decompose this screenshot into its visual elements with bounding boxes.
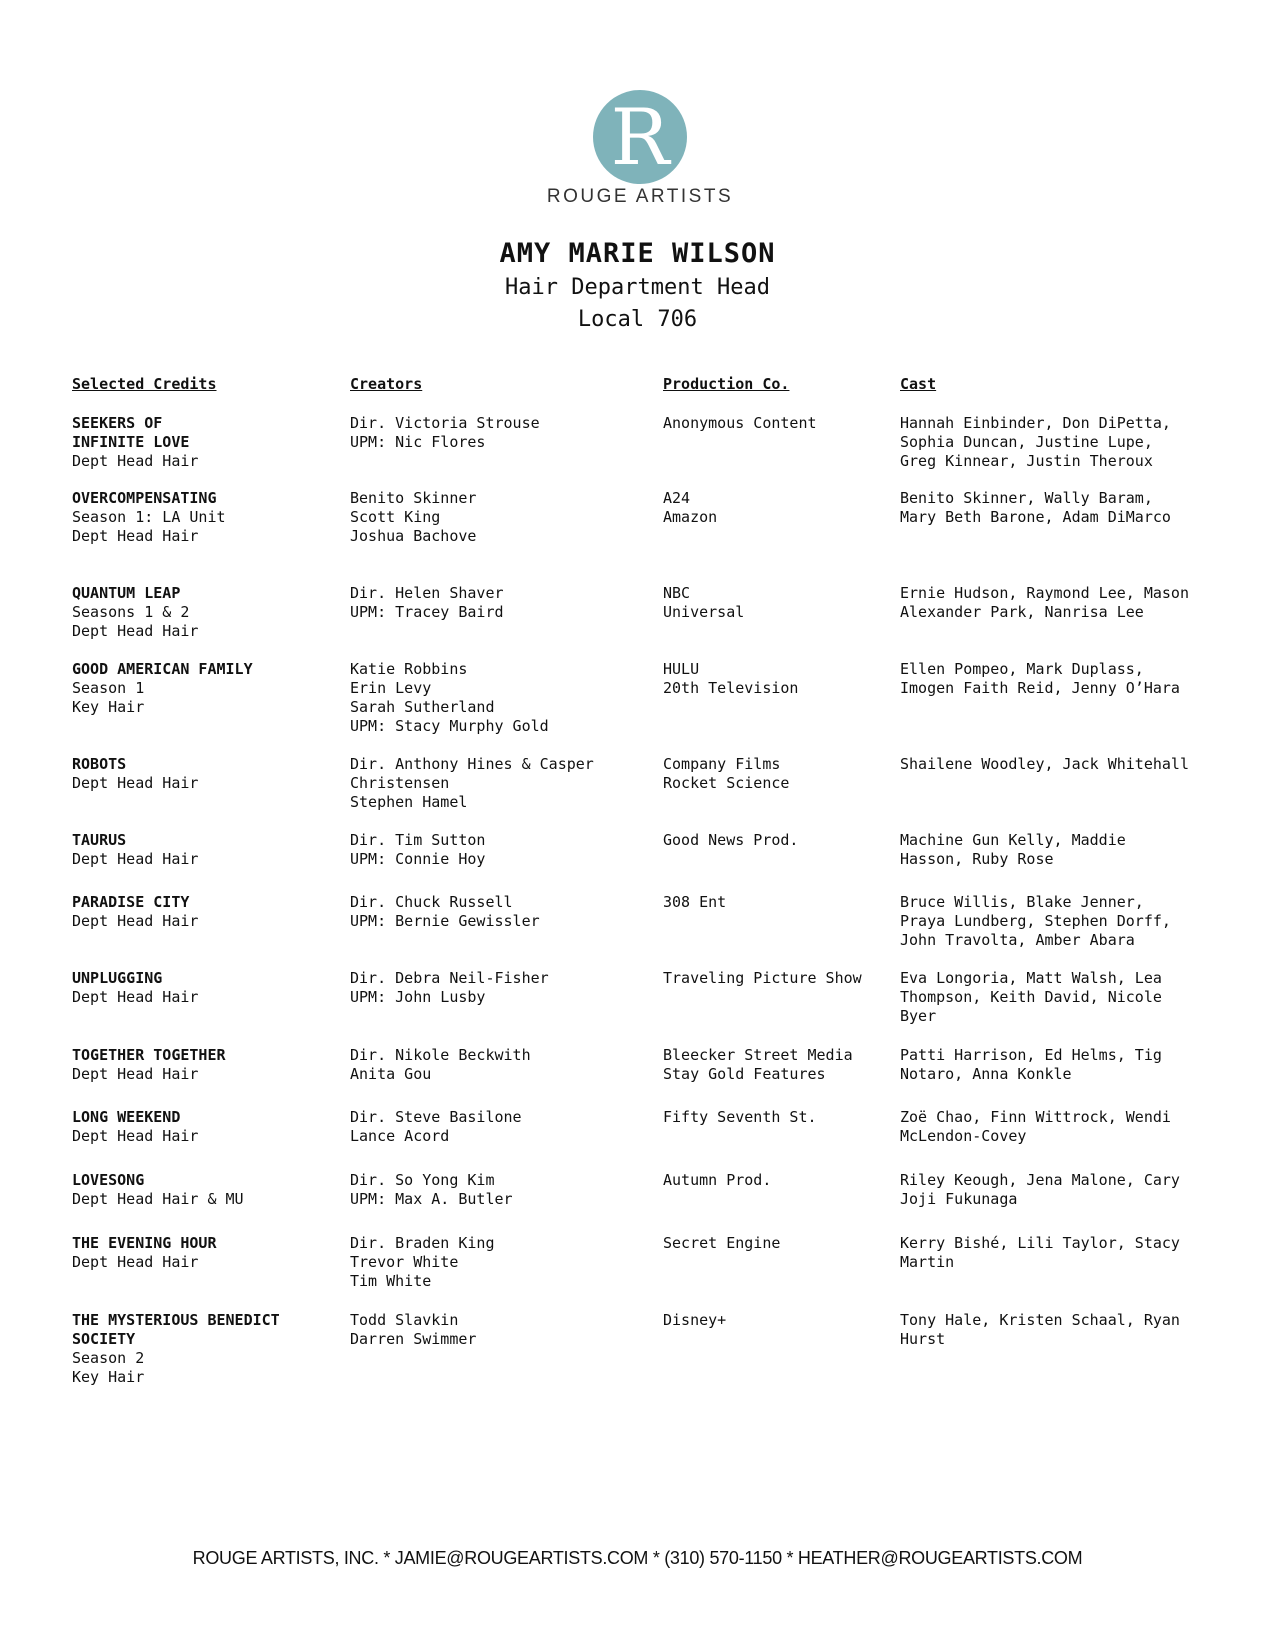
- cast-line: Bruce Willis, Blake Jenner,: [900, 893, 1144, 911]
- credit-title: TOGETHER TOGETHER: [72, 1046, 226, 1064]
- production-cell: [663, 831, 900, 869]
- production-cell: [663, 893, 900, 950]
- production-line: HULU: [663, 660, 700, 678]
- person-name: AMY MARIE WILSON: [499, 238, 776, 269]
- cast-cell: [900, 584, 1212, 641]
- credit-row: [72, 660, 1212, 736]
- creator-line: Dir. Chuck Russell: [350, 893, 513, 911]
- credit-detail: Key Hair: [72, 1368, 145, 1386]
- credit-title-cell: [72, 584, 350, 641]
- creators-cell: [350, 1234, 663, 1291]
- credit-detail: Dept Head Hair: [72, 1253, 199, 1271]
- production-line: Rocket Science: [663, 774, 790, 792]
- creators-cell: [350, 489, 663, 546]
- credit-row: [72, 969, 1212, 1026]
- cast-cell: [900, 1108, 1212, 1146]
- credit-title: THE EVENING HOUR: [72, 1234, 217, 1252]
- production-line: Secret Engine: [663, 1234, 781, 1252]
- creator-line: Benito Skinner: [350, 489, 477, 507]
- cast-line: Patti Harrison, Ed Helms, Tig: [900, 1046, 1162, 1064]
- credit-title: ROBOTS: [72, 755, 127, 773]
- creator-line: Dir. Steve Basilone: [350, 1108, 522, 1126]
- cast-line: Alexander Park, Nanrisa Lee: [900, 603, 1144, 621]
- cast-cell: [900, 1234, 1212, 1291]
- cast-line: Mary Beth Barone, Adam DiMarco: [900, 508, 1171, 526]
- credit-row: [72, 831, 1212, 869]
- production-cell: [663, 1171, 900, 1209]
- creator-line: UPM: Bernie Gewissler: [350, 912, 540, 930]
- creator-line: UPM: Tracey Baird: [350, 603, 504, 621]
- credit-title: TAURUS: [72, 831, 127, 849]
- credit-title-cell: [72, 831, 350, 869]
- creator-line: Dir. So Yong Kim: [350, 1171, 495, 1189]
- creator-line: Dir. Helen Shaver: [350, 584, 504, 602]
- creators-cell: [350, 660, 663, 736]
- credit-title: THE MYSTERIOUS BENEDICT: [72, 1311, 280, 1329]
- credit-title: LOVESONG: [72, 1171, 145, 1189]
- credit-row: [72, 1234, 1212, 1291]
- production-line: 308 Ent: [663, 893, 727, 911]
- credit-detail: Season 1: [72, 679, 145, 697]
- production-line: Bleecker Street Media: [663, 1046, 853, 1064]
- creator-line: Christensen: [350, 774, 450, 792]
- creators-cell: [350, 1108, 663, 1146]
- column-header-credits: Selected Credits: [72, 375, 217, 393]
- creator-line: Dir. Nikole Beckwith: [350, 1046, 531, 1064]
- cast-cell: [900, 831, 1212, 869]
- credit-row: [72, 755, 1212, 812]
- credit-detail: Key Hair: [72, 698, 145, 716]
- cast-line: Joji Fukunaga: [900, 1190, 1018, 1208]
- cast-line: Notaro, Anna Konkle: [900, 1065, 1072, 1083]
- credits-table: [72, 375, 1212, 1387]
- credit-row: [72, 893, 1212, 950]
- credit-detail: Dept Head Hair: [72, 988, 199, 1006]
- credit-row: [72, 414, 1212, 471]
- column-header-production: Production Co.: [663, 375, 790, 393]
- resume-header: [0, 236, 1275, 336]
- creator-line: Erin Levy: [350, 679, 432, 697]
- creator-line: UPM: John Lusby: [350, 988, 486, 1006]
- cast-line: Thompson, Keith David, Nicole: [900, 988, 1162, 1006]
- credit-title: SOCIETY: [72, 1330, 136, 1348]
- cast-line: Tony Hale, Kristen Schaal, Ryan: [900, 1311, 1180, 1329]
- production-cell: [663, 1046, 900, 1084]
- logo-mark: [593, 90, 687, 184]
- cast-line: Imogen Faith Reid, Jenny O’Hara: [900, 679, 1180, 697]
- production-line: A24: [663, 489, 691, 507]
- column-header-creators: Creators: [350, 375, 423, 393]
- creators-cell: [350, 1311, 663, 1387]
- cast-cell: [900, 489, 1212, 546]
- production-line: Autumn Prod.: [663, 1171, 772, 1189]
- cast-line: Ellen Pompeo, Mark Duplass,: [900, 660, 1144, 678]
- credit-row: [72, 489, 1212, 546]
- credit-title-cell: [72, 1171, 350, 1209]
- cast-line: Byer: [900, 1007, 937, 1025]
- production-cell: [663, 755, 900, 812]
- creators-cell: [350, 414, 663, 471]
- cast-cell: [900, 414, 1212, 471]
- creators-cell: [350, 1171, 663, 1209]
- cast-cell: [900, 969, 1212, 1026]
- production-line: Company Films: [663, 755, 781, 773]
- creator-line: UPM: Stacy Murphy Gold: [350, 717, 549, 735]
- creator-line: Sarah Sutherland: [350, 698, 495, 716]
- creator-line: Todd Slavkin: [350, 1311, 459, 1329]
- credits-header-row: [72, 375, 1212, 394]
- credit-detail: Dept Head Hair: [72, 1065, 199, 1083]
- cast-cell: [900, 1171, 1212, 1209]
- production-line: NBC: [663, 584, 691, 602]
- creator-line: UPM: Nic Flores: [350, 433, 486, 451]
- creator-line: UPM: Connie Hoy: [350, 850, 486, 868]
- creator-line: Anita Gou: [350, 1065, 432, 1083]
- production-line: Amazon: [663, 508, 718, 526]
- credit-row: [72, 1311, 1212, 1387]
- creators-cell: [350, 1046, 663, 1084]
- cast-line: Riley Keough, Jena Malone, Cary: [900, 1171, 1180, 1189]
- credit-title: GOOD AMERICAN FAMILY: [72, 660, 253, 678]
- cast-cell: [900, 893, 1212, 950]
- credit-title-cell: [72, 660, 350, 736]
- credit-title-cell: [72, 414, 350, 471]
- production-cell: [663, 1311, 900, 1387]
- credit-title: UNPLUGGING: [72, 969, 163, 987]
- credit-detail: Dept Head Hair: [72, 452, 199, 470]
- cast-line: Martin: [900, 1253, 955, 1271]
- creators-cell: [350, 584, 663, 641]
- cast-line: Sophia Duncan, Justine Lupe,: [900, 433, 1153, 451]
- credit-title-cell: [72, 1311, 350, 1387]
- cast-line: Praya Lundberg, Stephen Dorff,: [900, 912, 1171, 930]
- creator-line: Dir. Victoria Strouse: [350, 414, 540, 432]
- union-local: Local 706: [577, 307, 698, 332]
- credit-title: PARADISE CITY: [72, 893, 190, 911]
- rouge-artists-logo: [545, 90, 735, 208]
- creator-line: Dir. Tim Sutton: [350, 831, 486, 849]
- cast-line: Shailene Woodley, Jack Whitehall: [900, 755, 1189, 773]
- credit-title: QUANTUM LEAP: [72, 584, 181, 602]
- credit-title-cell: [72, 755, 350, 812]
- cast-line: McLendon-Covey: [900, 1127, 1027, 1145]
- cast-line: Kerry Bishé, Lili Taylor, Stacy: [900, 1234, 1180, 1252]
- credit-detail: Season 1: LA Unit: [72, 508, 226, 526]
- production-cell: [663, 969, 900, 1026]
- credit-detail: Dept Head Hair: [72, 527, 199, 545]
- logo-letter: R: [610, 93, 670, 183]
- creator-line: Tim White: [350, 1272, 432, 1290]
- production-line: Fifty Seventh St.: [663, 1108, 817, 1126]
- job-title: Hair Department Head: [505, 275, 770, 300]
- credit-detail: Dept Head Hair: [72, 622, 199, 640]
- creators-cell: [350, 893, 663, 950]
- production-cell: [663, 584, 900, 641]
- creator-line: Dir. Anthony Hines & Casper: [350, 755, 594, 773]
- production-line: Universal: [663, 603, 745, 621]
- column-header-cast: Cast: [900, 375, 937, 393]
- credit-detail: Dept Head Hair: [72, 774, 199, 792]
- credit-title-cell: [72, 969, 350, 1026]
- production-line: 20th Television: [663, 679, 799, 697]
- creator-line: Darren Swimmer: [350, 1330, 477, 1348]
- production-line: Traveling Picture Show: [663, 969, 862, 987]
- creators-cell: [350, 831, 663, 869]
- credit-detail: Dept Head Hair: [72, 912, 199, 930]
- credit-row: [72, 1108, 1212, 1146]
- cast-cell: [900, 660, 1212, 736]
- cast-line: Eva Longoria, Matt Walsh, Lea: [900, 969, 1162, 987]
- cast-line: Hannah Einbinder, Don DiPetta,: [900, 414, 1171, 432]
- creators-cell: [350, 969, 663, 1026]
- production-cell: [663, 660, 900, 736]
- production-cell: [663, 1234, 900, 1291]
- credit-detail: Seasons 1 & 2: [72, 603, 190, 621]
- credit-title: OVERCOMPENSATING: [72, 489, 217, 507]
- cast-line: Greg Kinnear, Justin Theroux: [900, 452, 1153, 470]
- creator-line: Dir. Braden King: [350, 1234, 495, 1252]
- cast-line: Hurst: [900, 1330, 946, 1348]
- cast-line: Zoë Chao, Finn Wittrock, Wendi: [900, 1108, 1171, 1126]
- production-line: Good News Prod.: [663, 831, 799, 849]
- cast-line: Benito Skinner, Wally Baram,: [900, 489, 1153, 507]
- production-line: Stay Gold Features: [663, 1065, 826, 1083]
- cast-line: Hasson, Ruby Rose: [900, 850, 1054, 868]
- credit-title-cell: [72, 1108, 350, 1146]
- cast-cell: [900, 755, 1212, 812]
- creator-line: Katie Robbins: [350, 660, 468, 678]
- credit-title-cell: [72, 489, 350, 546]
- credit-row: [72, 584, 1212, 641]
- creator-line: UPM: Max A. Butler: [350, 1190, 513, 1208]
- credit-detail: Dept Head Hair: [72, 850, 199, 868]
- creators-cell: [350, 755, 663, 812]
- contact-footer: ROUGE ARTISTS, INC. * JAMIE@ROUGEARTISTS.COM * (310) 570-1150 * HEATHER@ROUGEARTISTS.COM: [192, 1548, 1083, 1568]
- credit-detail: Dept Head Hair & MU: [72, 1190, 244, 1208]
- credit-detail: Season 2: [72, 1349, 145, 1367]
- production-cell: [663, 414, 900, 471]
- creator-line: Dir. Debra Neil-Fisher: [350, 969, 549, 987]
- credit-title-cell: [72, 893, 350, 950]
- creator-line: Lance Acord: [350, 1127, 450, 1145]
- cast-line: Machine Gun Kelly, Maddie: [900, 831, 1126, 849]
- production-line: Anonymous Content: [663, 414, 817, 432]
- credit-rows: [72, 414, 1212, 1387]
- credit-title: INFINITE LOVE: [72, 433, 190, 451]
- credit-title-cell: [72, 1234, 350, 1291]
- creator-line: Scott King: [350, 508, 441, 526]
- creator-line: Trevor White: [350, 1253, 459, 1271]
- credit-detail: Dept Head Hair: [72, 1127, 199, 1145]
- credit-title-cell: [72, 1046, 350, 1084]
- production-line: Disney+: [663, 1311, 727, 1329]
- credit-row: [72, 1046, 1212, 1084]
- cast-cell: [900, 1046, 1212, 1084]
- creator-line: Stephen Hamel: [350, 793, 468, 811]
- cast-line: John Travolta, Amber Abara: [900, 931, 1135, 949]
- production-cell: [663, 489, 900, 546]
- cast-cell: [900, 1311, 1212, 1387]
- credit-title: LONG WEEKEND: [72, 1108, 181, 1126]
- logo-wordmark: ROUGE ARTISTS: [546, 186, 734, 207]
- creator-line: Joshua Bachove: [350, 527, 477, 545]
- credit-title: SEEKERS OF: [72, 414, 163, 432]
- cast-line: Ernie Hudson, Raymond Lee, Mason: [900, 584, 1189, 602]
- production-cell: [663, 1108, 900, 1146]
- credit-row: [72, 1171, 1212, 1209]
